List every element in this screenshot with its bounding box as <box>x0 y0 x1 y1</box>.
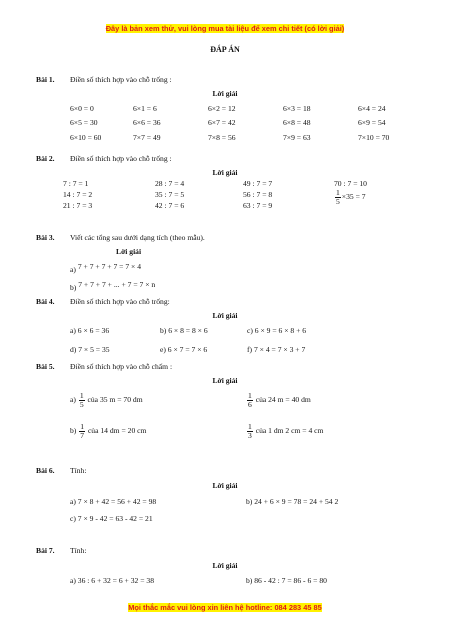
bai1-cell: 6×2 = 12 <box>208 104 236 113</box>
bai6-c: c) 7 × 9 - 42 = 63 - 42 = 21 <box>70 514 153 523</box>
bai4-e: e) 6 × 7 = 7 × 6 <box>160 345 208 354</box>
bai1-cell: 7×7 = 49 <box>133 133 161 142</box>
bai2-item: 70 : 7 = 10 <box>334 179 367 188</box>
bai3-a: a) 7 + 7 + 7 + 7 = 7 × 4 <box>70 262 141 274</box>
bai1-cell: 6×5 = 30 <box>70 118 98 127</box>
bai5-label: Bài 5. <box>36 362 55 371</box>
bai2-col2 <box>155 179 184 212</box>
bai1-cell: 6×0 = 0 <box>70 104 94 113</box>
bai1-solution-label: Lời giải <box>212 89 238 98</box>
bai2-item: 21 : 7 = 3 <box>63 201 93 210</box>
bai5-c: $\frac{1}{6}$ của 24 m = 40 dm <box>248 391 311 409</box>
bai3-label: Bài 3. <box>36 233 55 242</box>
bai2-col1 <box>63 179 92 212</box>
bai2-item: 49 : 7 = 7 <box>243 179 273 188</box>
bai1-prompt: Điền số thích hợp vào chỗ trống : <box>70 75 172 84</box>
bai1-cell: 6×10 = 60 <box>70 133 102 142</box>
bai3-solution-label: Lời giải <box>116 247 142 256</box>
bai1-cell: 6×4 = 24 <box>358 104 386 113</box>
bai4-f: f) 7 × 4 = 7 × 3 + 7 <box>247 345 306 354</box>
bai7-a: a) 36 : 6 + 32 = 6 + 32 = 38 <box>70 576 154 585</box>
bai2-label: Bài 2. <box>36 154 55 163</box>
top-banner: Đây là bản xem thử, vui lòng mua tài liệu để xem chi tiết (có lời giải) <box>105 24 345 33</box>
bai1-cell: 6×9 = 54 <box>358 118 386 127</box>
bai4-prompt: Điền số thích hợp vào chỗ trống: <box>70 297 170 306</box>
bai6-a: a) 7 × 8 + 42 = 56 + 42 = 98 <box>70 497 157 506</box>
bai7-label: Bài 7. <box>36 546 55 555</box>
fraction: $\frac{1}{7}$ <box>80 422 85 440</box>
bai4-a: a) 6 × 6 = 36 <box>70 326 110 335</box>
bai1-cell: 7×8 = 56 <box>208 133 236 142</box>
bai1-cell: 6×3 = 18 <box>283 104 311 113</box>
bai4-solution-label: Lời giải <box>212 311 238 320</box>
page-title: ĐÁP ÁN <box>210 45 240 54</box>
bai1-cell: 6×1 = 6 <box>133 104 157 113</box>
bai3-prompt: Viết các tổng sau dưới dạng tích (theo mẫu). <box>70 233 205 242</box>
bai1-cell: 7×9 = 63 <box>283 133 311 142</box>
bai5-solution-label: Lời giải <box>212 376 238 385</box>
bai1-cell: 6×6 = 36 <box>133 118 161 127</box>
bai6-b: b) 24 + 6 × 9 = 78 = 24 + 54 2 <box>246 497 339 506</box>
bai4-c: c) 6 × 9 = 6 × 8 + 6 <box>247 326 307 335</box>
bai1-label: Bài 1. <box>36 75 55 84</box>
bai5-d: $\frac{1}{3}$ của 1 dm 2 cm = 4 cm <box>248 422 324 440</box>
fraction: $\frac{1}{5}$ <box>336 188 340 206</box>
bai2-fraction-item: $\frac{1}{5}$ ×35 = 7 <box>336 188 366 206</box>
bai6-prompt: Tính: <box>70 466 87 475</box>
bai2-item: 63 : 7 = 9 <box>243 201 273 210</box>
bai2-item: 35 : 7 = 5 <box>155 190 185 199</box>
bai5-a: a) $\frac{1}{5}$ của 35 m = 70 dm <box>70 391 143 409</box>
bai5-b: b) $\frac{1}{7}$ của 14 dm = 20 cm <box>70 422 147 440</box>
bai7-solution-label: Lời giải <box>212 561 238 570</box>
bai2-col3 <box>243 179 272 212</box>
bai7-prompt: Tính: <box>70 546 87 555</box>
bai2-prompt: Điền số thích hợp vào chỗ trống : <box>70 154 172 163</box>
bai3-b: b) 7 + 7 + 7 + ... + 7 = 7 × n <box>70 280 156 292</box>
bai4-d: d) 7 × 5 = 35 <box>70 345 110 354</box>
bai2-item: 28 : 7 = 4 <box>155 179 185 188</box>
fraction: $\frac{1}{6}$ <box>248 391 252 409</box>
fraction: $\frac{1}{3}$ <box>248 422 252 440</box>
bai5-prompt: Điền số thích hợp vào chỗ chấm : <box>70 362 173 371</box>
fraction: $\frac{1}{5}$ <box>79 391 84 409</box>
bai4-b: b) 6 × 8 = 8 × 6 <box>160 326 208 335</box>
bai2-item: 56 : 7 = 8 <box>243 190 273 199</box>
bai1-cell: 7×10 = 70 <box>358 133 390 142</box>
bai6-solution-label: Lời giải <box>212 481 238 490</box>
bai2-item: 42 : 7 = 6 <box>155 201 185 210</box>
bai4-label: Bài 4. <box>36 297 55 306</box>
bai7-b: b) 86 - 42 : 7 = 86 - 6 = 80 <box>246 576 327 585</box>
bai6-label: Bài 6. <box>36 466 55 475</box>
bai1-cell: 6×7 = 42 <box>208 118 236 127</box>
bai2-solution-label: Lời giải <box>212 168 238 177</box>
bai2-item: 7 : 7 = 1 <box>63 179 89 188</box>
bottom-banner: Mọi thắc mắc vui lòng xin liên hệ hotline: 084 283 45 85 <box>128 603 322 612</box>
bai1-cell: 6×8 = 48 <box>283 118 311 127</box>
bai2-item: 14 : 7 = 2 <box>63 190 93 199</box>
